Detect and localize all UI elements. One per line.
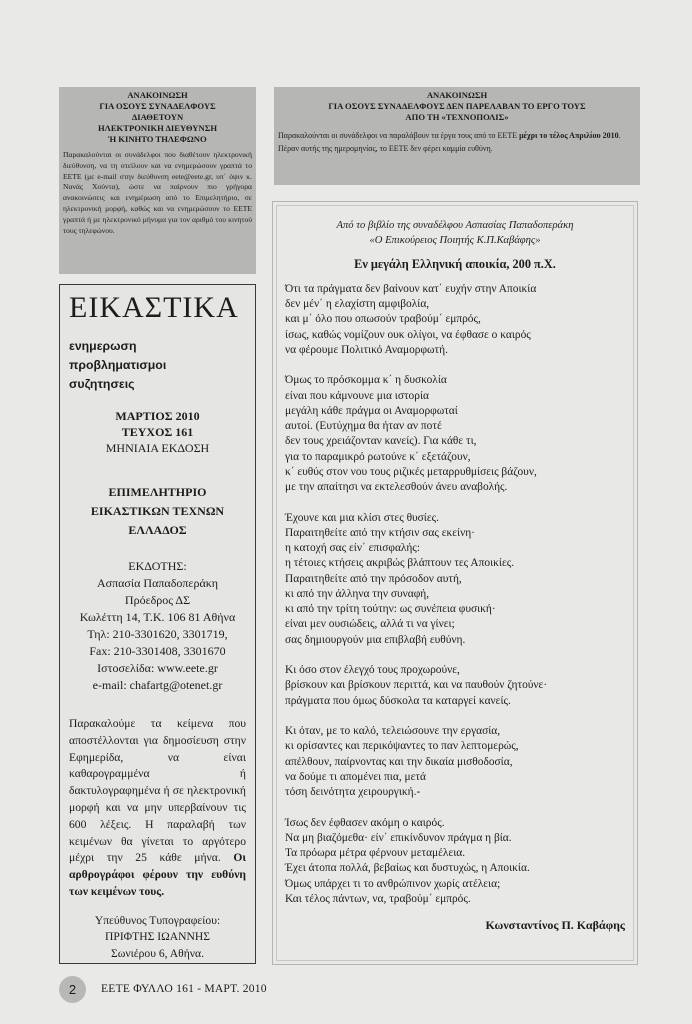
body-text: . bbox=[618, 131, 621, 140]
poem-author: Κωνσταντίνος Π. Καβάφης bbox=[485, 918, 625, 933]
poem-line: Έχουνε και μια κλίσι στες θυσίες. bbox=[285, 511, 440, 524]
body-text: Παρακαλούνται οι συνάδελφοι να παραλάβουν τα έργα τους από το ΕΕΤΕ bbox=[278, 131, 520, 140]
page-number-badge: 2 bbox=[59, 976, 86, 1003]
poem-line: Κι όσο στον έλεγχό τους προχωρούνε, bbox=[285, 664, 460, 677]
poem-line: κι ορίσαντες και περικόψαντες το παν λεπτομερώς, bbox=[285, 740, 519, 753]
publisher-line: Ασπασία Παπαδοπεράκη bbox=[96, 576, 219, 590]
magazine-title: ΕΙΚΑΣΤΙΚΑ bbox=[69, 291, 239, 324]
publisher-line: Τηλ: 210-3301620, 3301719, bbox=[87, 627, 228, 641]
poem-line: Τα πρόωρα μέτρα φέρνουν μεταμέλεια. bbox=[285, 847, 466, 860]
poem-line: είναι μεν ουσιώδεις, αλλά τι να γίνει; bbox=[285, 618, 455, 631]
poem-line: να φέρουμε Πολιτικό Αναμορφωτή. bbox=[285, 343, 448, 356]
poem-line: τόση δεινότητα χειρουργική.- bbox=[285, 786, 421, 799]
publisher-line: Fax: 210-3301408, 3301670 bbox=[89, 644, 226, 658]
announcement-body bbox=[278, 129, 636, 155]
heading-line: ΗΛΕΚΤΡΟΝΙΚΗ ΔΙΕΥΘΥΝΣΗ bbox=[97, 123, 218, 133]
poem-stanza bbox=[285, 373, 625, 495]
subtitle: ενημερωση bbox=[69, 339, 137, 353]
poem-frame bbox=[272, 201, 638, 965]
poem-line: Όμως το πρόσκομμα κ΄ η δυσκολία bbox=[285, 374, 447, 387]
subtitle: συζητησεις bbox=[69, 377, 135, 391]
poem-line: για το παραμικρό ρωτούνε κ΄ εξετάζουν, bbox=[285, 450, 471, 463]
poem-line: η κατοχή σας είν΄ επισφαλής: bbox=[285, 542, 420, 555]
poem-line: Κι όταν, με το καλό, τελειώσουνε την εργασία, bbox=[285, 725, 501, 738]
poem-line: Ίσως δεν έφθασεν ακόμη ο καιρός. bbox=[285, 816, 445, 829]
poem-line: Παραιτηθείτε από την πρόσοδον αυτή, bbox=[285, 572, 462, 585]
heading-line: Ή ΚΙΝΗΤΟ ΤΗΛΕΦΩΝΟ bbox=[108, 134, 207, 144]
body-text: Πέραν αυτής της ημερομηνίας, το ΕΕΤΕ δεν φέρει καμμία ευθύνη. bbox=[278, 144, 493, 153]
poem-line: Έχει άτοπα πολλά, βεβαίως και δυστυχώς, η Αποικία. bbox=[285, 862, 530, 875]
poem-line: και μ΄ όλο που οπωσούν τραβούμ΄ εμπρός, bbox=[285, 313, 481, 326]
poem-title: Εν μεγάλη Ελληνική αποικία, 200 π.Χ. bbox=[354, 256, 556, 271]
poem-line: Να μη βιαζόμεθα· είν΄ επικίνδυνον πράγμα η βία. bbox=[285, 831, 512, 844]
footer-text: ΕΕΤΕ ΦΥΛΛΟ 161 - ΜΑΡΤ. 2010 bbox=[101, 982, 267, 995]
publisher-details bbox=[69, 558, 246, 694]
poem-stanzas bbox=[285, 282, 625, 907]
poem-line: κ΄ ευθύς στον νου τους ριζικές μεταρρυθμίσεις βάζουν, bbox=[285, 465, 537, 478]
organization-line: ΕΙΚΑΣΤΙΚΩΝ ΤΕΧΝΩΝ bbox=[90, 504, 225, 518]
heading-line: ΑΝΑΚΟΙΝΩΣΗ bbox=[127, 90, 188, 100]
poem-line: αυτοί. (Ευτύχημα θα ήταν αν ποτέ bbox=[285, 420, 442, 433]
poem-inner-frame bbox=[276, 205, 634, 961]
issue-number: ΤΕΥΧΟΣ 161 bbox=[121, 425, 194, 439]
poem-source bbox=[285, 218, 625, 249]
poem-line: Και τέλος πάντων, να, τραβούμ΄ εμπρός. bbox=[285, 892, 471, 905]
issue-info bbox=[69, 408, 246, 440]
poem-line: Παραιτηθείτε από την κτήσιν σας εκείνη· bbox=[285, 526, 475, 539]
poem-stanza bbox=[285, 724, 625, 800]
heading-line: ΓΙΑ ΟΣΟΥΣ ΣΥΝΑΔΕΛΦΟΥΣ bbox=[99, 101, 216, 111]
poem-line: η τέτοιες κτήσεις ακριβώς βλάπτουν τες Αποικίες. bbox=[285, 557, 515, 570]
note-bold: Οι αρθρογράφοι φέρουν την ευθύνη των κειμένων τους. bbox=[69, 851, 246, 898]
organization-line: ΕΛΛΑΔΟΣ bbox=[128, 523, 187, 537]
printer-line: Υπεύθυνος Τυπογραφείου: bbox=[94, 913, 221, 927]
poem-line: μεγάλη κάθε πράγμα οι Αναμορφωταί bbox=[285, 404, 458, 417]
organization-name bbox=[69, 483, 246, 540]
poem-line: πράγματα που όμως δύσκολα τα καταργεί κανείς. bbox=[285, 694, 511, 707]
submission-note bbox=[69, 716, 246, 901]
deadline-text: μέχρι το τέλος Απριλίου 2010 bbox=[519, 131, 619, 140]
publisher-line: Πρόεδρος ΔΣ bbox=[124, 593, 191, 607]
printer-line: ΠΡΙΦΤΗΣ ΙΩΑΝΝΗΣ bbox=[105, 930, 210, 944]
poem-line: να δούμε τι απομένει πια, μετά bbox=[285, 770, 426, 783]
announcement-body: Παρακαλούνται οι συνάδελφοι που διαθέτουν ηλεκτρονική διεύθυνση, να τη στείλουν και να ενημερώσουν γραπτά το ΕΕΤΕ (με e-mail στην διεύθυνση eete@eete.gr, υπ΄ όψιν κ. Νανάς Χούντα), ώστε να παίρνουν πιο γρήγορα ανακοινώσεις και ενημέρωση από το Επιμελητήριο, σε ηλεκτρονική μορφή, καθώς και να ενημερώσουν το ΕΕΤΕ γραπτά ή με ηλεκτρονικό μήνυμα για τον αριθμό του κινητού τους τηλεφώνου. bbox=[63, 150, 252, 235]
masthead-panel bbox=[59, 284, 256, 964]
source-line: «Ο Επικούρειος Ποιητής Κ.Π.Καβάφης» bbox=[369, 235, 541, 247]
poem-stanza bbox=[285, 663, 625, 709]
poem-line: κι από την άλληνα την συναφή, bbox=[285, 587, 430, 600]
poem-stanza bbox=[285, 816, 625, 908]
poem-line: σας δημιουργούν μια επιβλαβή ευθύνη. bbox=[285, 633, 466, 646]
magazine-subtitles bbox=[69, 337, 246, 394]
source-line: Από το βιβλίο της συναδέλφου Ασπασίας Παπαδοπεράκη bbox=[336, 220, 574, 231]
publisher-line: Ιστοσελίδα: www.eete.gr bbox=[97, 661, 218, 675]
poem-line: δεν μέν΄ η ελαχίστη αμφιβολία, bbox=[285, 298, 430, 311]
printer-details bbox=[69, 913, 246, 963]
subtitle: προβληματισμοι bbox=[69, 358, 167, 372]
printer-line: Σωνιέρου 6, Αθήνα. bbox=[111, 946, 204, 960]
heading-line: ΑΠΟ ΤΗ «ΤΕΧΝΟΠΟΛΙΣ» bbox=[405, 112, 509, 122]
poem-line: Ότι τα πράγματα δεν βαίνουν κατ΄ ευχήν στην Αποικία bbox=[285, 282, 537, 295]
poem-line: ίσως, καθώς νομίζουν ουκ ολίγοι, να έφθασε ο καιρός bbox=[285, 328, 531, 341]
issue-date: ΜΑΡΤΙΟΣ 2010 bbox=[115, 409, 200, 423]
poem-line: δεν τους χρειάζονταν κανείς). Για κάθε τι, bbox=[285, 435, 477, 448]
poem-line: Όμως υπάρχει τι το ανθρώπινον χωρίς ατέλεια; bbox=[285, 877, 501, 890]
announcement-heading bbox=[278, 90, 636, 123]
heading-line: ΓΙΑ ΟΣΟΥΣ ΣΥΝΑΔΕΛΦΟΥΣ ΔΕΝ ΠΑΡΕΛΑΒΑΝ ΤΟ ΕΡΓΟ ΤΟΥΣ bbox=[328, 101, 586, 111]
announcement-artworks-pickup bbox=[274, 87, 640, 185]
publisher-line: ΕΚΔΟΤΗΣ: bbox=[128, 559, 187, 573]
publisher-line: e-mail: chafartg@otenet.gr bbox=[92, 678, 223, 692]
note-text: Παρακαλούμε τα κείμενα που αποστέλλονται για δημοσίευση στην Εφημερίδα, να είναι καθαρογραμμένα ή δακτυλογραφημένα ή σε ηλεκτρονική μορφή και να μην υπερβαίνουν τις 600 λέξεις. Η παραλαβή των κειμένων θα γίνεται το αργότερο μέχρι την 25 κάθε μήνα. bbox=[69, 717, 246, 865]
organization-line: ΕΠΙΜΕΛΗΤΗΡΙΟ bbox=[108, 485, 207, 499]
announcement-email-phone bbox=[59, 87, 256, 274]
heading-line: ΔΙΑΘΕΤΟΥΝ bbox=[131, 112, 184, 122]
poem-line: βρίσκουν και βρίσκουν περιττά, και να παυθούν ζητούνε· bbox=[285, 679, 548, 692]
poem-line: κι από την τρίτη τούτην: ως συνέπεια φυσική· bbox=[285, 603, 496, 616]
heading-line: ΑΝΑΚΟΙΝΩΣΗ bbox=[426, 90, 488, 100]
issue-frequency: ΜΗΝΙΑΙΑ ΕΚΔΟΣΗ bbox=[105, 441, 210, 455]
announcement-heading bbox=[63, 90, 252, 145]
poem-line: είναι που κάμνουνε μια ιστορία bbox=[285, 389, 429, 402]
poem-stanza bbox=[285, 282, 625, 358]
poem-line: απέλθουν, παίρνοντας και την δικαία μισθοδοσία, bbox=[285, 755, 513, 768]
publisher-line: Κωλέττη 14, Τ.Κ. 106 81 Αθήνα bbox=[79, 610, 236, 624]
poem-line: με την απαίτησι να εκτελεσθούν άνευ αναβολής. bbox=[285, 481, 508, 494]
poem-stanza bbox=[285, 511, 625, 648]
